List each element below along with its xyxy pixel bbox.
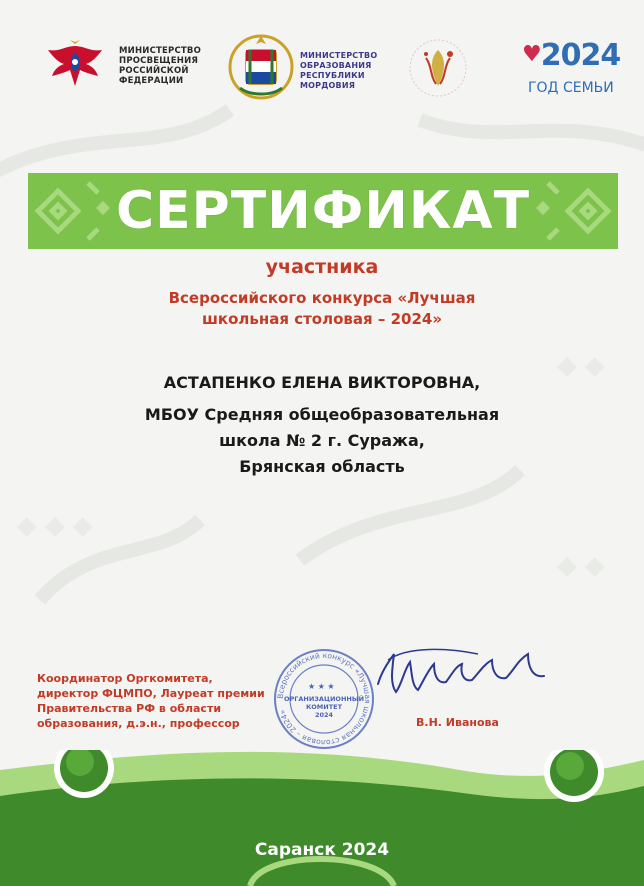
signature [368, 640, 558, 710]
signatory-role: Координатор Оргкомитета, директор ФЦМПО, Лауреат премии Правительства РФ в области образования, д.э.н., профессор [37, 672, 265, 730]
contest-emblem-icon [406, 36, 470, 100]
ministry-education-russia-label: МИНИСТЕРСТВО ПРОСВЕЩЕНИЯ РОССИЙСКОЙ ФЕДЕРАЦИИ [119, 46, 202, 86]
stamp-center-line-1: ОРГАНИЗАЦИОННЫЙ [283, 695, 365, 703]
mordovia-coat-of-arms-icon [228, 32, 294, 102]
heart-icon: ♥ [522, 42, 541, 67]
footer-decoration [0, 750, 644, 886]
ministry-education-mordovia-label: МИНИСТЕРСТВО ОБРАЗОВАНИЯ РЕСПУБЛИКИ МОРДОВИЯ [300, 51, 378, 90]
recipient-name: АСТАПЕНКО ЕЛЕНА ВИКТОРОВНА, [163, 373, 481, 392]
place-and-year: Саранск 2024 [254, 840, 390, 860]
year-label: 2024 [540, 38, 621, 73]
signatory-name: В.Н. Иванова [416, 716, 499, 729]
year-of-family-label: ГОД СЕМЬИ [528, 80, 614, 96]
certificate-title: СЕРТИФИКАТ [115, 181, 531, 241]
certificate-subtitle: участника [265, 256, 379, 278]
year-of-family-logo [522, 38, 620, 73]
recipient-school: МБОУ Средняя общеобразовательная школа № 2 г. Суража, Брянская область [144, 405, 500, 476]
stamp-stars: ★ ★ ★ [308, 682, 335, 691]
stamp-ring-text: Всероссийский конкурс «Лучшая школьная столовая – 2024» [275, 650, 373, 748]
organizing-committee-stamp [272, 647, 376, 751]
stamp-center-line-2: КОМИТЕТ [305, 703, 343, 711]
stamp-center-line-3: 2024 [314, 711, 334, 719]
contest-name: Всероссийского конкурса «Лучшая школьная столовая – 2024» [168, 289, 476, 328]
eagle-emblem-icon [40, 38, 110, 90]
